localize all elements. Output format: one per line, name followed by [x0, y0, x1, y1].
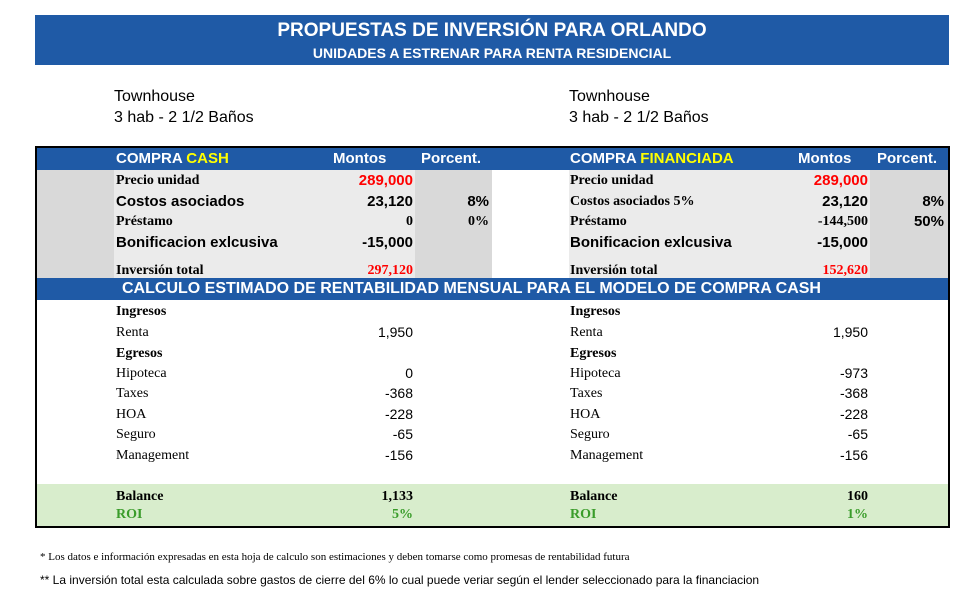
left-renta-value: 1,950 — [377, 324, 413, 340]
left-egreso-label: HOA — [116, 407, 147, 422]
left-gray-margin — [37, 170, 114, 278]
left-row-value: 289,000 — [358, 172, 413, 189]
right-total-label: Inversión total — [570, 263, 658, 278]
left-egreso-value: -65 — [392, 426, 413, 442]
right-row-value: 289,000 — [813, 172, 868, 189]
left-egreso-value: -156 — [384, 447, 413, 463]
left-property — [114, 86, 254, 128]
left-egreso-value: 0 — [405, 365, 413, 381]
right-egreso-value: -156 — [839, 447, 868, 463]
right-property-rooms: 3 hab - 2 1/2 Baños — [569, 109, 709, 126]
left-row-value: -15,000 — [362, 234, 413, 251]
right-balance-label: Balance — [570, 489, 618, 504]
left-egreso-value: -368 — [384, 385, 413, 401]
left-property-type: Townhouse — [114, 88, 195, 105]
left-property-rooms: 3 hab - 2 1/2 Baños — [114, 109, 254, 126]
right-row-pct: 8% — [922, 193, 944, 210]
right-row-pct: 50% — [913, 213, 944, 230]
right-property — [569, 86, 709, 128]
right-row-value: 23,120 — [822, 193, 868, 210]
right-egresos-label: Egresos — [570, 346, 617, 361]
right-egreso-value: -65 — [847, 426, 868, 442]
left-balance-label: Balance — [116, 489, 164, 504]
right-row-value: -144,500 — [817, 214, 868, 229]
right-ingresos-label: Ingresos — [570, 304, 621, 319]
left-egresos-label: Egresos — [116, 346, 163, 361]
page-subtitle: UNIDADES A ESTRENAR PARA RENTA RESIDENCIAL — [312, 45, 672, 61]
title-banner — [35, 15, 949, 65]
right-row-label: Precio unidad — [570, 173, 654, 188]
footnote: * Los datos e información expresadas en esta hoja de calculo son estimaciones y deben tomarse como promesas de rentabilidad futura — [40, 551, 630, 563]
right-row-label: Costos asociados 5% — [570, 194, 695, 209]
left-total-label: Inversión total — [116, 263, 204, 278]
right-egreso-value: -368 — [839, 385, 868, 401]
footnote: ** La inversión total esta calculada sobre gastos de cierre del 6% lo cual puede veriar según el lender seleccionado para la financiacion — [40, 573, 760, 587]
right-egreso-value: -228 — [839, 406, 868, 422]
left-roi-value: 5% — [392, 507, 413, 522]
page-title: PROPUESTAS DE INVERSIÓN PARA ORLANDO — [277, 20, 707, 41]
right-egreso-label: Management — [570, 448, 644, 463]
right-header-title: COMPRA FINANCIADA — [570, 150, 734, 167]
right-roi-value: 1% — [847, 507, 868, 522]
right-egreso-label: Hipoteca — [570, 366, 621, 381]
right-row-value: -15,000 — [817, 234, 868, 251]
left-renta-label: Renta — [116, 325, 149, 340]
left-header-porcent: Porcent. — [421, 150, 482, 167]
right-egreso-label: HOA — [570, 407, 601, 422]
right-header-porcent: Porcent. — [877, 150, 938, 167]
left-row-label: Costos asociados — [116, 193, 245, 210]
left-balance-value: 1,133 — [381, 489, 413, 504]
left-roi-label: ROI — [116, 507, 143, 522]
left-row-label: Precio unidad — [116, 173, 200, 188]
left-header-title: COMPRA CASH — [116, 150, 229, 167]
right-row-label: Bonificacion exlcusiva — [570, 234, 732, 251]
right-egreso-value: -973 — [839, 365, 868, 381]
left-egreso-value: -228 — [384, 406, 413, 422]
right-balance-value: 160 — [847, 489, 868, 504]
right-egreso-label: Seguro — [570, 427, 610, 442]
left-egreso-label: Hipoteca — [116, 366, 167, 381]
left-header-montos: Montos — [333, 150, 387, 167]
left-row-value: 23,120 — [367, 193, 413, 210]
right-renta-label: Renta — [570, 325, 603, 340]
left-egreso-label: Seguro — [116, 427, 156, 442]
left-row-label: Bonificacion exlcusiva — [116, 234, 278, 251]
left-row-label: Préstamo — [116, 214, 173, 229]
left-row-pct: 8% — [467, 193, 489, 210]
right-row-label: Préstamo — [570, 214, 627, 229]
right-roi-label: ROI — [570, 507, 597, 522]
investment-table — [35, 146, 950, 528]
right-renta-value: 1,950 — [832, 324, 868, 340]
rentabilidad-title: CALCULO ESTIMADO DE RENTABILIDAD MENSUAL PARA EL MODELO DE COMPRA CASH — [122, 280, 821, 297]
left-row-value: 0 — [406, 214, 413, 229]
right-property-type: Townhouse — [569, 88, 650, 105]
left-egreso-label: Management — [116, 448, 190, 463]
left-ingresos-label: Ingresos — [116, 304, 167, 319]
right-total-value: 152,620 — [822, 263, 868, 278]
left-row-pct: 0% — [468, 214, 489, 229]
left-total-value: 297,120 — [367, 263, 413, 278]
right-egreso-label: Taxes — [570, 386, 603, 401]
right-header-montos: Montos — [798, 150, 852, 167]
left-egreso-label: Taxes — [116, 386, 149, 401]
